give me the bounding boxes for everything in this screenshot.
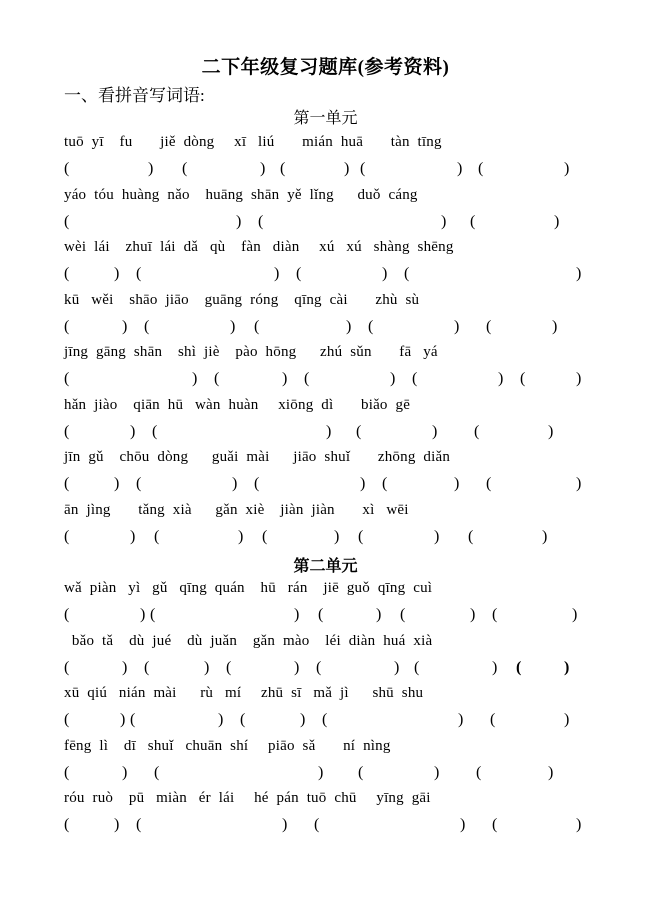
close-paren: ) (458, 711, 464, 728)
close-paren: ) (548, 763, 554, 781)
close-paren: ) (564, 658, 570, 676)
open-paren: ( (64, 816, 70, 833)
close-paren: ) (576, 816, 582, 833)
pinyin-row: yáo tóu huàng nǎo huāng shān yě lǐng duǒ cáng (64, 186, 418, 203)
open-paren: ( (314, 816, 320, 833)
close-paren: ) (564, 711, 570, 728)
close-paren: ) (576, 475, 582, 492)
close-paren: ) (434, 527, 440, 545)
close-paren: ) (114, 265, 120, 282)
close-paren: ) (236, 212, 242, 230)
open-paren: ( (280, 160, 286, 177)
open-paren: ( (240, 711, 246, 728)
close-paren: ) (434, 763, 440, 781)
pinyin-row: róu ruò pū miàn ér lái hé pán tuō chū yīng gāi (64, 790, 431, 806)
close-paren: ) (552, 317, 558, 335)
open-paren: ( (64, 763, 70, 781)
close-paren: ) (548, 422, 554, 440)
pinyin-row: bǎo tǎ dù jué dù juǎn gǎn mào léi diàn huá xià (64, 632, 433, 649)
close-paren: ) (294, 606, 300, 623)
close-paren: ) (326, 422, 332, 440)
open-paren: ( (136, 816, 142, 833)
close-paren: ) (122, 658, 128, 676)
open-paren: ( (64, 265, 70, 282)
open-paren: ( (520, 370, 526, 387)
open-paren: ( (486, 317, 492, 335)
close-paren: ) (564, 160, 570, 177)
open-paren: ( (152, 422, 158, 440)
open-paren: ( (144, 317, 150, 335)
open-paren: ( (144, 658, 150, 676)
close-paren: ) (230, 317, 236, 335)
open-paren: ( (154, 527, 160, 545)
open-paren: ( (254, 317, 260, 335)
pinyin-row: ān jìng tǎng xià gǎn xiè jiàn jiàn xì wēi (64, 501, 409, 518)
open-paren: ( (404, 265, 410, 282)
open-paren: ( (360, 160, 366, 177)
open-paren: ( (486, 475, 492, 492)
open-paren: ( (358, 763, 364, 781)
close-paren: ) (282, 816, 288, 833)
open-paren: ( (64, 475, 70, 492)
open-paren: ( (474, 422, 480, 440)
close-paren: ) (238, 527, 244, 545)
close-paren: ) (346, 317, 352, 335)
close-paren: ) (130, 527, 136, 545)
pinyin-row: wǎ piàn yì gǔ qīng quán hū rán jiē guǒ qīng cuì (64, 580, 433, 596)
open-paren: ( (476, 763, 482, 781)
close-paren: ) (232, 475, 238, 492)
page-title: 二下年级复习题库(参考资料) (201, 57, 450, 78)
close-paren: ) (294, 658, 300, 676)
open-paren: ( (64, 212, 70, 230)
open-paren: ( (64, 160, 70, 177)
open-paren: ( (318, 606, 324, 623)
close-paren: ) (148, 160, 154, 177)
open-paren: ( (64, 606, 70, 623)
open-paren: ( (412, 370, 418, 387)
close-paren: ) (218, 711, 224, 728)
close-paren: ) (120, 711, 126, 728)
open-paren: ( (64, 370, 70, 387)
close-paren: ) (360, 475, 366, 492)
close-paren: ) (394, 658, 400, 676)
open-paren: ( (64, 527, 70, 545)
close-paren: ) (542, 527, 548, 545)
open-paren: ( (322, 711, 328, 728)
open-paren: ( (130, 711, 136, 728)
close-paren: ) (114, 816, 120, 833)
open-paren: ( (490, 711, 496, 728)
open-paren: ( (254, 475, 260, 492)
close-paren: ) (441, 212, 447, 230)
close-paren: ) (470, 606, 476, 623)
close-paren: ) (344, 160, 350, 177)
pinyin-row: xū qiú nián mài rù mí zhū sī mǎ jì shū shu (64, 685, 424, 701)
unit-heading-2: 第二单元 (293, 558, 358, 575)
close-paren: ) (122, 763, 128, 781)
open-paren: ( (382, 475, 388, 492)
close-paren: ) (300, 711, 306, 728)
open-paren: ( (258, 212, 264, 230)
close-paren: ) (274, 265, 280, 282)
open-paren: ( (64, 711, 70, 728)
open-paren: ( (470, 212, 476, 230)
pinyin-row: wèi lái zhuī lái dǎ qù fàn diàn xú xú shàng shēng (64, 239, 454, 255)
close-paren: ) (457, 160, 463, 177)
open-paren: ( (356, 422, 362, 440)
section-heading: 一、看拼音写词语: (64, 86, 205, 105)
close-paren: ) (376, 606, 382, 623)
open-paren: ( (358, 527, 364, 545)
close-paren: ) (454, 317, 460, 335)
close-paren: ) (576, 265, 582, 282)
close-paren: ) (140, 606, 146, 623)
close-paren: ) (192, 370, 198, 387)
open-paren: ( (226, 658, 232, 676)
close-paren: ) (492, 658, 498, 676)
unit-heading-1: 第一单元 (293, 110, 358, 127)
close-paren: ) (390, 370, 396, 387)
close-paren: ) (576, 370, 582, 387)
close-paren: ) (334, 527, 340, 545)
open-paren: ( (414, 658, 420, 676)
close-paren: ) (382, 265, 388, 282)
close-paren: ) (260, 160, 266, 177)
open-paren: ( (136, 265, 142, 282)
open-paren: ( (296, 265, 302, 282)
open-paren: ( (64, 422, 70, 440)
open-paren: ( (468, 527, 474, 545)
pinyin-row: hǎn jiào qiān hū wàn huàn xiōng dì biǎo gē (64, 396, 411, 413)
close-paren: ) (460, 816, 466, 833)
close-paren: ) (554, 212, 560, 230)
open-paren: ( (492, 606, 498, 623)
open-paren: ( (64, 317, 70, 335)
close-paren: ) (454, 475, 460, 492)
open-paren: ( (214, 370, 220, 387)
close-paren: ) (122, 317, 128, 335)
open-paren: ( (368, 317, 374, 335)
close-paren: ) (282, 370, 288, 387)
close-paren: ) (130, 422, 136, 440)
open-paren: ( (154, 763, 160, 781)
close-paren: ) (572, 606, 578, 623)
close-paren: ) (498, 370, 504, 387)
open-paren: ( (400, 606, 406, 623)
pinyin-row: jīng gāng shān shì jiè pào hōng zhú sǔn fā yá (64, 344, 438, 360)
close-paren: ) (114, 475, 120, 492)
open-paren: ( (262, 527, 268, 545)
open-paren: ( (516, 658, 522, 676)
open-paren: ( (136, 475, 142, 492)
open-paren: ( (316, 658, 322, 676)
close-paren: ) (432, 422, 438, 440)
close-paren: ) (204, 658, 210, 676)
close-paren: ) (318, 763, 324, 781)
open-paren: ( (64, 658, 70, 676)
pinyin-row: tuō yī fu jiě dòng xī liú mián huā tàn tīng (64, 134, 442, 150)
open-paren: ( (478, 160, 484, 177)
pinyin-row: kū wěi shāo jiāo guāng róng qīng cài zhù sù (64, 291, 420, 308)
open-paren: ( (492, 816, 498, 833)
open-paren: ( (304, 370, 310, 387)
open-paren: ( (150, 606, 156, 623)
pinyin-row: jīn gǔ chōu dòng guǎi mài jiāo shuǐ zhōng diǎn (64, 449, 451, 465)
pinyin-row: fēng lì dī shuǐ chuān shí piāo sǎ ní nìng (64, 737, 391, 754)
open-paren: ( (182, 160, 188, 177)
